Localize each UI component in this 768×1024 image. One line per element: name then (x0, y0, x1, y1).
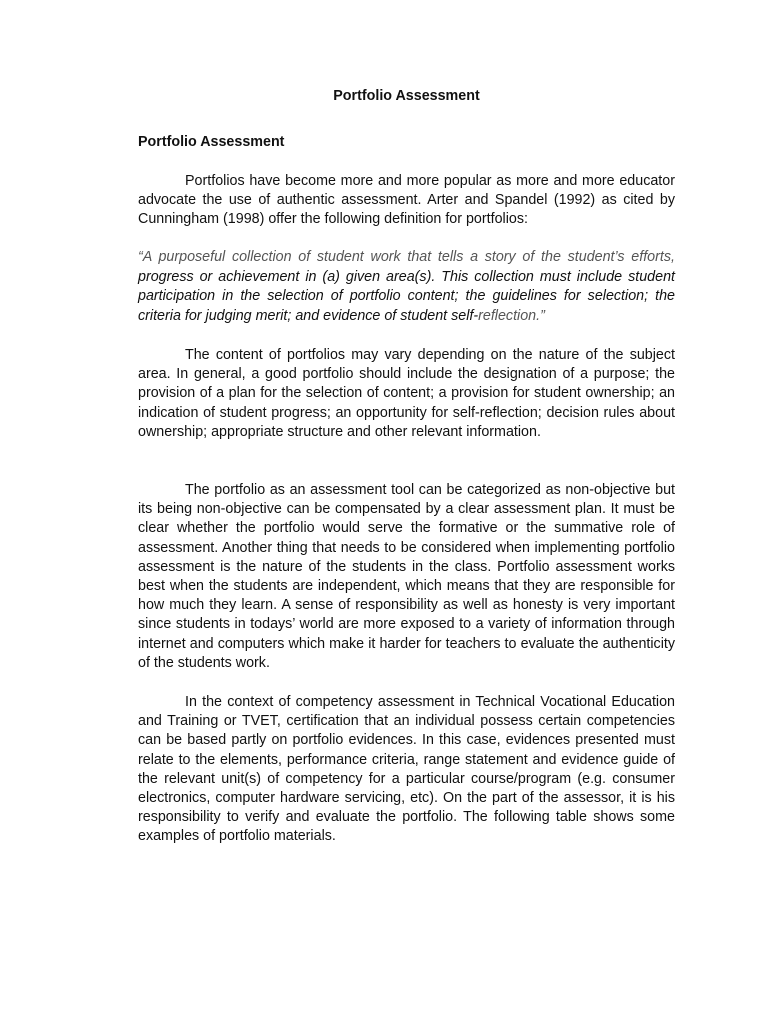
quote-body: progress or achievement in (a) given area(s). This collection must include student participation in the selection of portfolio content; the guidelines for selection; the criteria for judging merit; and evidence of student self- (138, 268, 675, 324)
paragraph-assessment-tool: The portfolio as an assessment tool can be categorized as non-objective but its being non-objective can be compensated by a clear assessment plan. It must be clear whether the portfolio would serve the formative or the summative role of assessment. Another thing that needs to be considered when implementing portfolio assessment is the nature of the students in the class. Portfolio assessment works best when the students are independent, which means that they are responsible for how much they learn. A sense of responsibility as well as honesty is very important since students in todays’ world are more exposed to a variety of information through internet and computers which make it harder for teachers to evaluate the authenticity of the students work. (138, 482, 675, 671)
paragraph-intro: Portfolios have become more and more popular as more and more educator advocate the use of authentic assessment. Arter and Spandel (1992) as cited by Cunningham (1998) offer the following definition for portfolios: (138, 173, 675, 228)
quote-ending: reflection.” (478, 307, 545, 324)
page-title: Portfolio Assessment (333, 88, 480, 104)
quote-line-1: “A purposeful collection of student work that tells a story of the student’s efforts, (138, 249, 675, 265)
section-heading: Portfolio Assessment (138, 134, 285, 150)
paragraph-content: The content of portfolios may vary depending on the nature of the subject area. In general, a good portfolio should include the designation of a purpose; the provision of a plan for the selection of content; a provision for student ownership; an indication of student progress; an opportunity for self-reflection; decision rules about ownership; appropriate structure and other relevant information. (138, 347, 675, 440)
paragraph-tvet: In the context of competency assessment in Technical Vocational Education and Training or TVET, certification that an individual possess certain competencies can be based partly on portfolio evidences. In this case, evidences presented must relate to the elements, performance criteria, range statement and evidence guide of the relevant unit(s) of competency for a particular course/program (e.g. consumer electronics, computer hardware servicing, etc). On the part of the assessor, it is his responsibility to verify and evaluate the portfolio. The following table shows some examples of portfolio materials. (138, 694, 675, 845)
definition-quote (138, 248, 675, 326)
